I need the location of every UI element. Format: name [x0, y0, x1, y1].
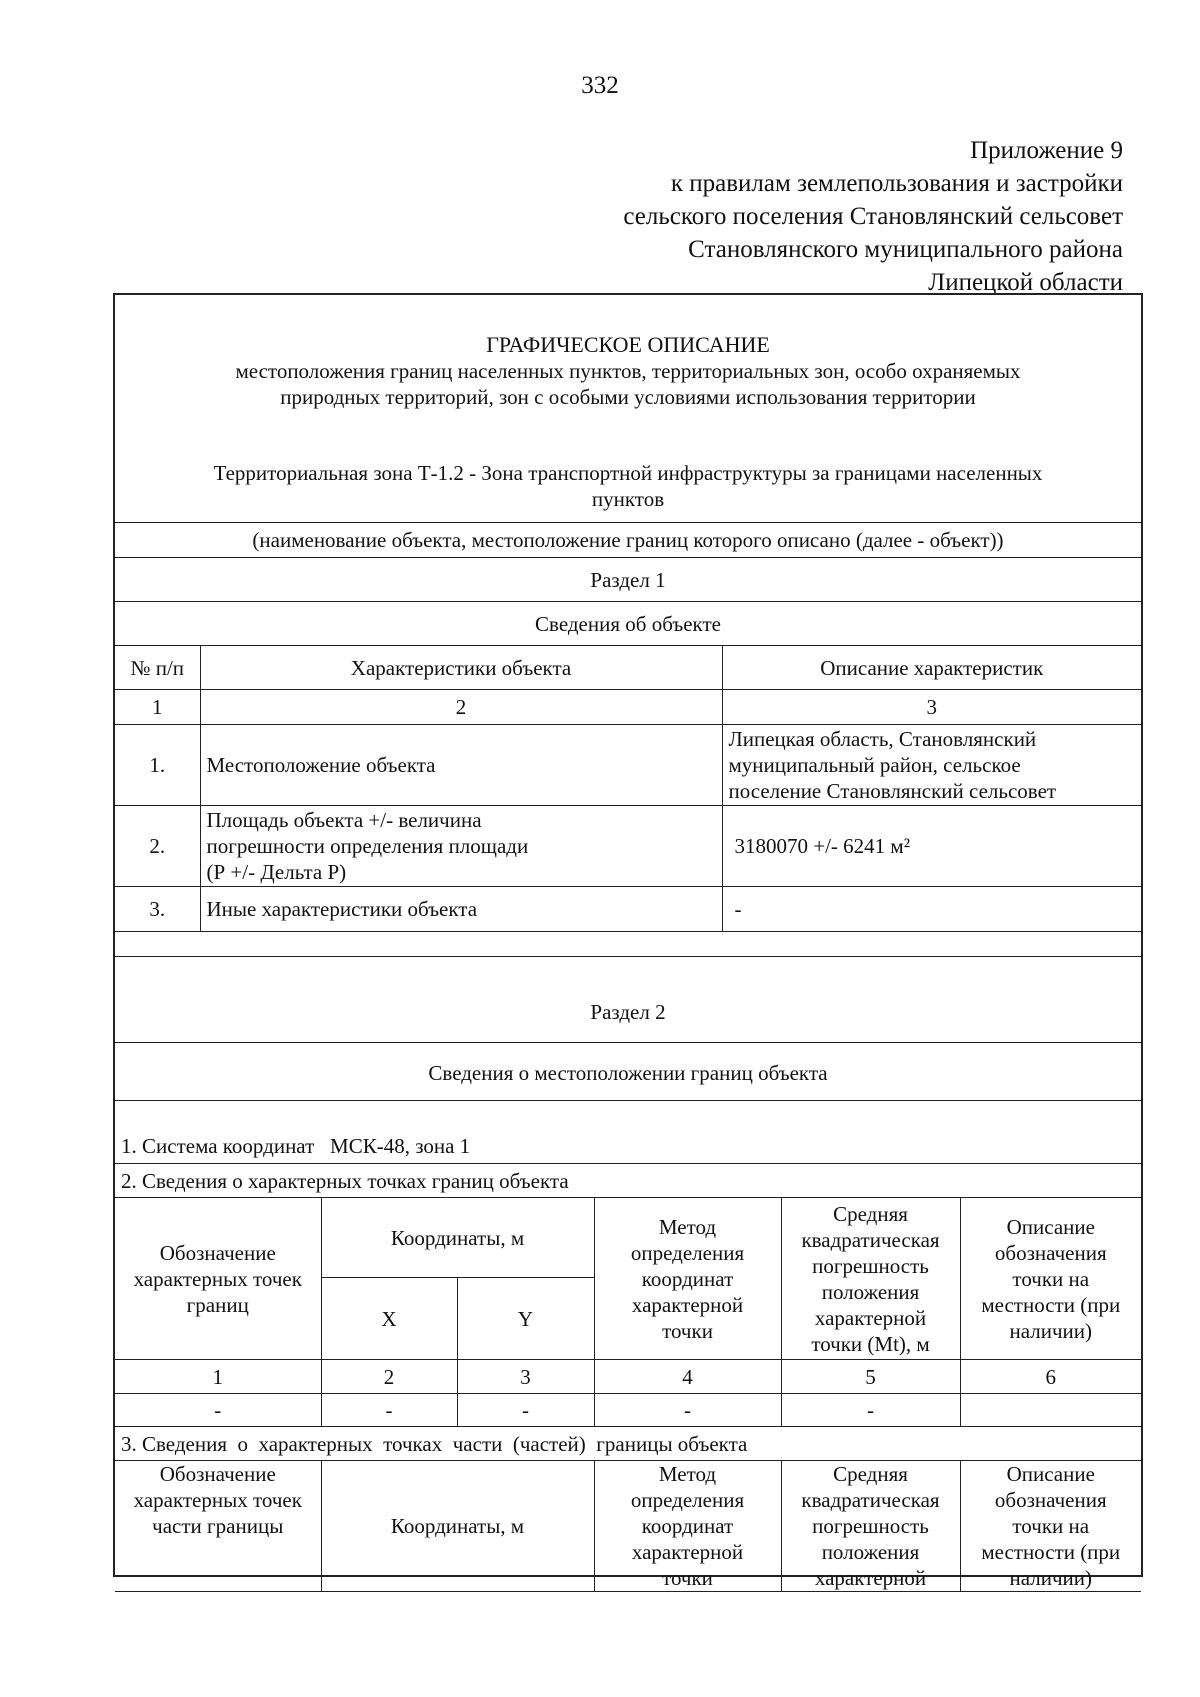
column-number-row — [115, 1360, 1141, 1394]
cell-line: 3180070 +/- 6241 м² — [734, 834, 911, 858]
cell-line: поселение Становлянский сельсовет — [728, 779, 1057, 803]
header-line: квадратическая — [801, 1227, 940, 1252]
column-header: Описание характеристик — [722, 646, 1141, 690]
table-header-row — [115, 1198, 1141, 1278]
header-line: Обозначение — [159, 1462, 276, 1486]
cell-line: (Р +/- Дельта Р) — [206, 860, 347, 884]
header-line: характерной — [814, 1566, 927, 1590]
header-line: определения — [630, 1488, 745, 1512]
section1-title-row — [115, 557, 1141, 602]
column-header-error — [781, 1461, 960, 1592]
header-line: точки — [662, 1566, 713, 1590]
coordinate-system-value: МСК-48, зона 1 — [330, 1134, 471, 1158]
column-header: № п/п — [115, 646, 200, 690]
subtitle-line: природных территорий, зон с особыми условиями использования территории — [280, 385, 976, 409]
header-line: местности (при — [981, 1540, 1121, 1564]
column-number: 2 — [321, 1360, 457, 1394]
column-number: 1 — [115, 690, 200, 725]
header-line: координат — [641, 1514, 734, 1538]
characteristic-description — [722, 887, 1141, 932]
column-number: 4 — [594, 1360, 781, 1394]
table-row — [115, 725, 1141, 806]
section2-subtitle-row — [115, 1042, 1141, 1101]
section1-subtitle: Сведения об объекте — [535, 612, 721, 636]
header-line: обозначения — [994, 1488, 1107, 1512]
section1-subtitle-row — [115, 601, 1141, 646]
points-title-row — [115, 1163, 1141, 1198]
column-number: 1 — [115, 1360, 321, 1394]
characteristic-description — [722, 806, 1141, 887]
column-header-method — [594, 1198, 781, 1360]
row-number: 3. — [115, 887, 200, 932]
document-subtitle — [115, 358, 1141, 410]
column-header-description — [960, 1461, 1141, 1592]
column-number: 2 — [200, 690, 722, 725]
table-header-row — [115, 1461, 1141, 1592]
column-header-y: Y — [457, 1278, 594, 1360]
section2-subtitle: Сведения о местоположении границ объекта — [428, 1061, 828, 1085]
column-number: 6 — [960, 1360, 1141, 1394]
appendix-line: сельского поселения Становлянский сельсовет — [623, 203, 1123, 230]
header-line: координат — [641, 1266, 734, 1291]
cell-line: Иные характеристики объекта — [206, 897, 478, 921]
header-line: обозначения — [994, 1240, 1107, 1265]
header-line: Описание — [1006, 1462, 1095, 1486]
cell-line: погрешности определения площади — [206, 834, 529, 858]
header-line: Средняя — [833, 1462, 908, 1486]
column-header-coordinates: Координаты, м — [321, 1198, 594, 1278]
header-line: определения — [630, 1240, 745, 1265]
table-cell — [960, 1394, 1141, 1427]
header-line: Метод — [658, 1214, 717, 1239]
header-line: характерной — [631, 1292, 744, 1317]
table-cell: - — [115, 1394, 321, 1427]
cell-line: Площадь объекта +/- величина — [206, 808, 482, 832]
column-header-description — [960, 1198, 1141, 1360]
object-info-table — [115, 645, 1141, 932]
column-header-coordinates: Координаты, м — [321, 1461, 594, 1592]
header-line: Описание — [1006, 1214, 1095, 1239]
cell-line: - — [734, 897, 742, 921]
appendix-block — [623, 134, 1123, 299]
header-line: положения — [821, 1540, 920, 1564]
table-row — [115, 806, 1141, 887]
header-line: положения — [821, 1279, 920, 1304]
column-number-row — [115, 690, 1141, 725]
header-line: границ — [186, 1292, 249, 1317]
characteristic-name — [200, 887, 722, 932]
row-number: 2. — [115, 806, 200, 887]
header-line: наличии) — [1009, 1566, 1092, 1590]
table-cell: - — [321, 1394, 457, 1427]
header-line: точки на — [1012, 1514, 1090, 1538]
header-line: точки на — [1012, 1266, 1090, 1291]
header-line: Метод — [658, 1462, 717, 1486]
header-line: характерных точек — [133, 1488, 302, 1512]
header-line: Средняя — [833, 1201, 908, 1226]
column-header-error — [781, 1198, 960, 1360]
table-row — [115, 887, 1141, 932]
header-line: погрешность — [812, 1514, 929, 1538]
points-title: 2. Сведения о характерных точках границ объекта — [121, 1169, 569, 1193]
column-header-x: X — [321, 1278, 457, 1360]
column-number: 3 — [722, 690, 1141, 725]
header-line: квадратическая — [801, 1488, 940, 1512]
table-header-row — [115, 646, 1141, 690]
graphic-description-header — [115, 331, 1141, 358]
table-cell: - — [457, 1394, 594, 1427]
header-line: Обозначение — [159, 1240, 276, 1265]
cell-line: Липецкая область, Становлянский — [728, 727, 1037, 751]
coordinate-system — [115, 1101, 1141, 1159]
header-line: характерной — [814, 1305, 927, 1330]
appendix-line: Липецкой области — [928, 269, 1123, 296]
row-number: 1. — [115, 725, 200, 806]
boundary-points-table — [115, 1197, 1141, 1427]
parts-title-row — [115, 1426, 1141, 1461]
header-line: части границы — [152, 1514, 284, 1538]
column-number: 5 — [781, 1360, 960, 1394]
column-number: 3 — [457, 1360, 594, 1394]
coordinate-system-label: 1. Система координат — [121, 1134, 315, 1158]
coordinate-system-row — [115, 1100, 1141, 1164]
section2-title: Раздел 2 — [590, 1000, 666, 1024]
header-line: погрешность — [812, 1253, 929, 1278]
header-line: точки — [662, 1318, 713, 1343]
table-cell: - — [594, 1394, 781, 1427]
header-line: местности (при — [981, 1292, 1121, 1317]
characteristic-description — [722, 725, 1141, 806]
document-frame — [113, 293, 1143, 1590]
table-cell: - — [781, 1394, 960, 1427]
cell-line: Местоположение объекта — [206, 753, 436, 777]
object-caption: (наименование объекта, местоположение границ которого описано (далее - объект)) — [252, 528, 1004, 552]
object-caption-row — [115, 522, 1141, 558]
appendix-line: Приложение 9 — [970, 137, 1123, 164]
parts-title: 3. Сведения о характерных точках части (частей) границы объекта — [121, 1432, 748, 1456]
column-header-method — [594, 1461, 781, 1592]
document-title: ГРАФИЧЕСКОЕ ОПИСАНИЕ — [486, 332, 770, 357]
column-header: Характеристики объекта — [200, 646, 722, 690]
zone-name — [115, 460, 1141, 512]
header-line: точки (Mt), м — [811, 1331, 930, 1356]
header-line: характерных точек — [133, 1266, 302, 1291]
subtitle-line: местоположения границ населенных пунктов, территориальных зон, особо охраняемых — [235, 359, 1021, 383]
characteristic-name — [200, 725, 722, 806]
section2-title-row — [115, 956, 1141, 1043]
page-number: 332 — [581, 72, 619, 99]
header-line: наличии) — [1009, 1318, 1093, 1343]
column-header-designation — [115, 1461, 321, 1592]
boundary-parts-table — [115, 1460, 1141, 1592]
zone-line: Территориальная зона Т-1.2 - Зона транспортной инфраструктуры за границами населенных — [213, 461, 1043, 485]
cell-line: муниципальный район, сельское — [728, 753, 1021, 777]
table-row — [115, 1394, 1141, 1427]
characteristic-name — [200, 806, 722, 887]
appendix-line: Становлянского муниципального района — [688, 236, 1123, 263]
zone-line: пунктов — [591, 487, 665, 511]
header-line: характерной — [631, 1540, 744, 1564]
section1-title: Раздел 1 — [590, 568, 666, 592]
column-header-designation — [115, 1198, 321, 1360]
appendix-line: к правилам землепользования и застройки — [670, 170, 1123, 197]
